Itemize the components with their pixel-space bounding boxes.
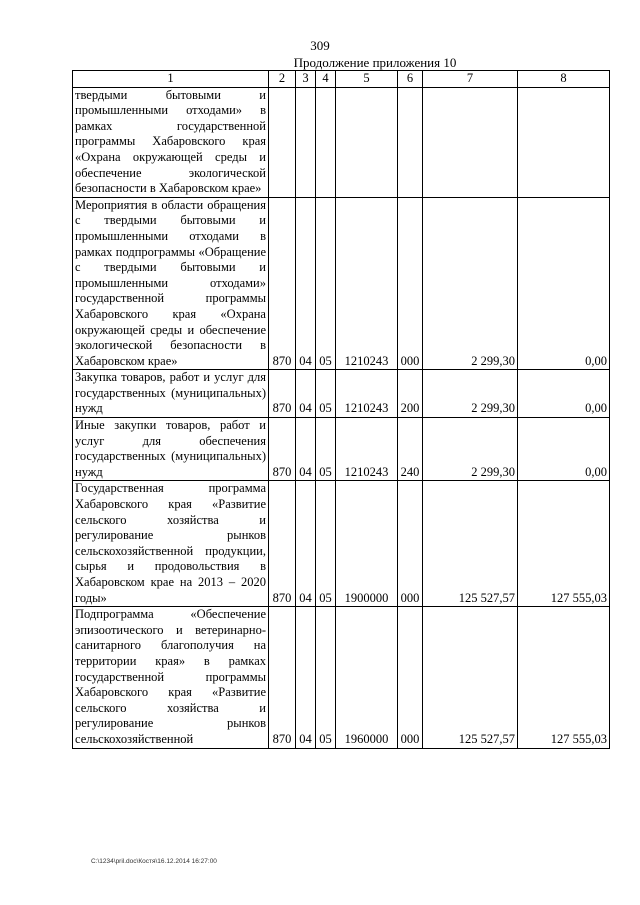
header-row	[73, 71, 610, 88]
page-number: 309	[310, 38, 330, 53]
row-name: Государственная программа Хабаровского края «Развитие сельского хозяйства и регулирование рынков сельскохозяйственной продукции, сырья и продовольствия в Хабаровском крае на 2013 – 2020 годы»	[73, 481, 269, 607]
amount-col7: 2 299,30	[423, 418, 518, 481]
section-code: 04	[296, 197, 316, 370]
header-cell: 4	[316, 71, 336, 88]
amount-col7: 2 299,30	[423, 370, 518, 418]
file-path-footer: C:\1234\pril.doc\Костя\16.12.2014 16:27:00	[91, 858, 217, 865]
section-code: 04	[296, 370, 316, 418]
target-code: 1960000	[336, 607, 398, 748]
ministry-code: 870	[269, 197, 296, 370]
expense-type-code: 000	[398, 607, 423, 748]
amount-col7: 125 527,57	[423, 607, 518, 748]
header-cell: 1	[73, 71, 269, 88]
table-row	[73, 197, 610, 370]
expense-type-code	[398, 87, 423, 197]
section-code: 04	[296, 481, 316, 607]
amount-col7: 2 299,30	[423, 197, 518, 370]
section-code: 04	[296, 607, 316, 748]
section-code: 04	[296, 418, 316, 481]
target-code: 1210243	[336, 197, 398, 370]
expense-type-code: 000	[398, 197, 423, 370]
continuation-title: Продолжение приложения 10	[293, 55, 457, 70]
row-name: твердыми бытовыми и промышленными отходами» в рамках государственной программы Хабаровского края «Охрана окружающей среды и обеспечение экологической безопасности в Хабаровском крае»	[73, 87, 269, 197]
subsection-code: 05	[316, 607, 336, 748]
expense-type-code: 200	[398, 370, 423, 418]
amount-col7: 125 527,57	[423, 481, 518, 607]
target-code: 1900000	[336, 481, 398, 607]
ministry-code: 870	[269, 418, 296, 481]
row-name: Закупка товаров, работ и услуг для государственных (муниципальных) нужд	[73, 370, 269, 418]
table-row	[73, 370, 610, 418]
table-row	[73, 87, 610, 197]
table-row	[73, 418, 610, 481]
ministry-code: 870	[269, 370, 296, 418]
header-cell: 8	[518, 71, 610, 88]
subsection-code: 05	[316, 418, 336, 481]
amount-col8: 0,00	[518, 197, 610, 370]
section-code	[296, 87, 316, 197]
header-cell: 2	[269, 71, 296, 88]
amount-col8: 0,00	[518, 418, 610, 481]
header-cell: 7	[423, 71, 518, 88]
amount-col7	[423, 87, 518, 197]
subsection-code: 05	[316, 370, 336, 418]
header-cell: 5	[336, 71, 398, 88]
amount-col8: 127 555,03	[518, 607, 610, 748]
amount-col8: 0,00	[518, 370, 610, 418]
expense-type-code: 000	[398, 481, 423, 607]
row-name: Мероприятия в области обращения с твердыми бытовыми и промышленными отходами в рамках подпрограммы «Обращение с твердыми бытовыми и промышленными отходами» государственной программы Хабаровского края «Охрана окружающей среды и обеспечение экологической безопасности в Хабаровском крае»	[73, 197, 269, 370]
budget-table	[72, 70, 610, 749]
amount-col8	[518, 87, 610, 197]
ministry-code	[269, 87, 296, 197]
target-code	[336, 87, 398, 197]
subsection-code: 05	[316, 481, 336, 607]
subsection-code	[316, 87, 336, 197]
header-cell: 6	[398, 71, 423, 88]
row-name: Иные закупки товаров, работ и услуг для обеспечения государственных (муниципальных) нужд	[73, 418, 269, 481]
ministry-code: 870	[269, 481, 296, 607]
table-row	[73, 481, 610, 607]
amount-col8: 127 555,03	[518, 481, 610, 607]
table-row	[73, 607, 610, 748]
subsection-code: 05	[316, 197, 336, 370]
ministry-code: 870	[269, 607, 296, 748]
target-code: 1210243	[336, 370, 398, 418]
expense-type-code: 240	[398, 418, 423, 481]
target-code: 1210243	[336, 418, 398, 481]
header-cell: 3	[296, 71, 316, 88]
row-name: Подпрограмма «Обеспечение эпизоотического и ветеринарно-санитарного благополучия на территории края» в рамках государственной программы Хабаровского края «Развитие сельского хозяйства и регулирование рынков сельскохозяйственной	[73, 607, 269, 748]
